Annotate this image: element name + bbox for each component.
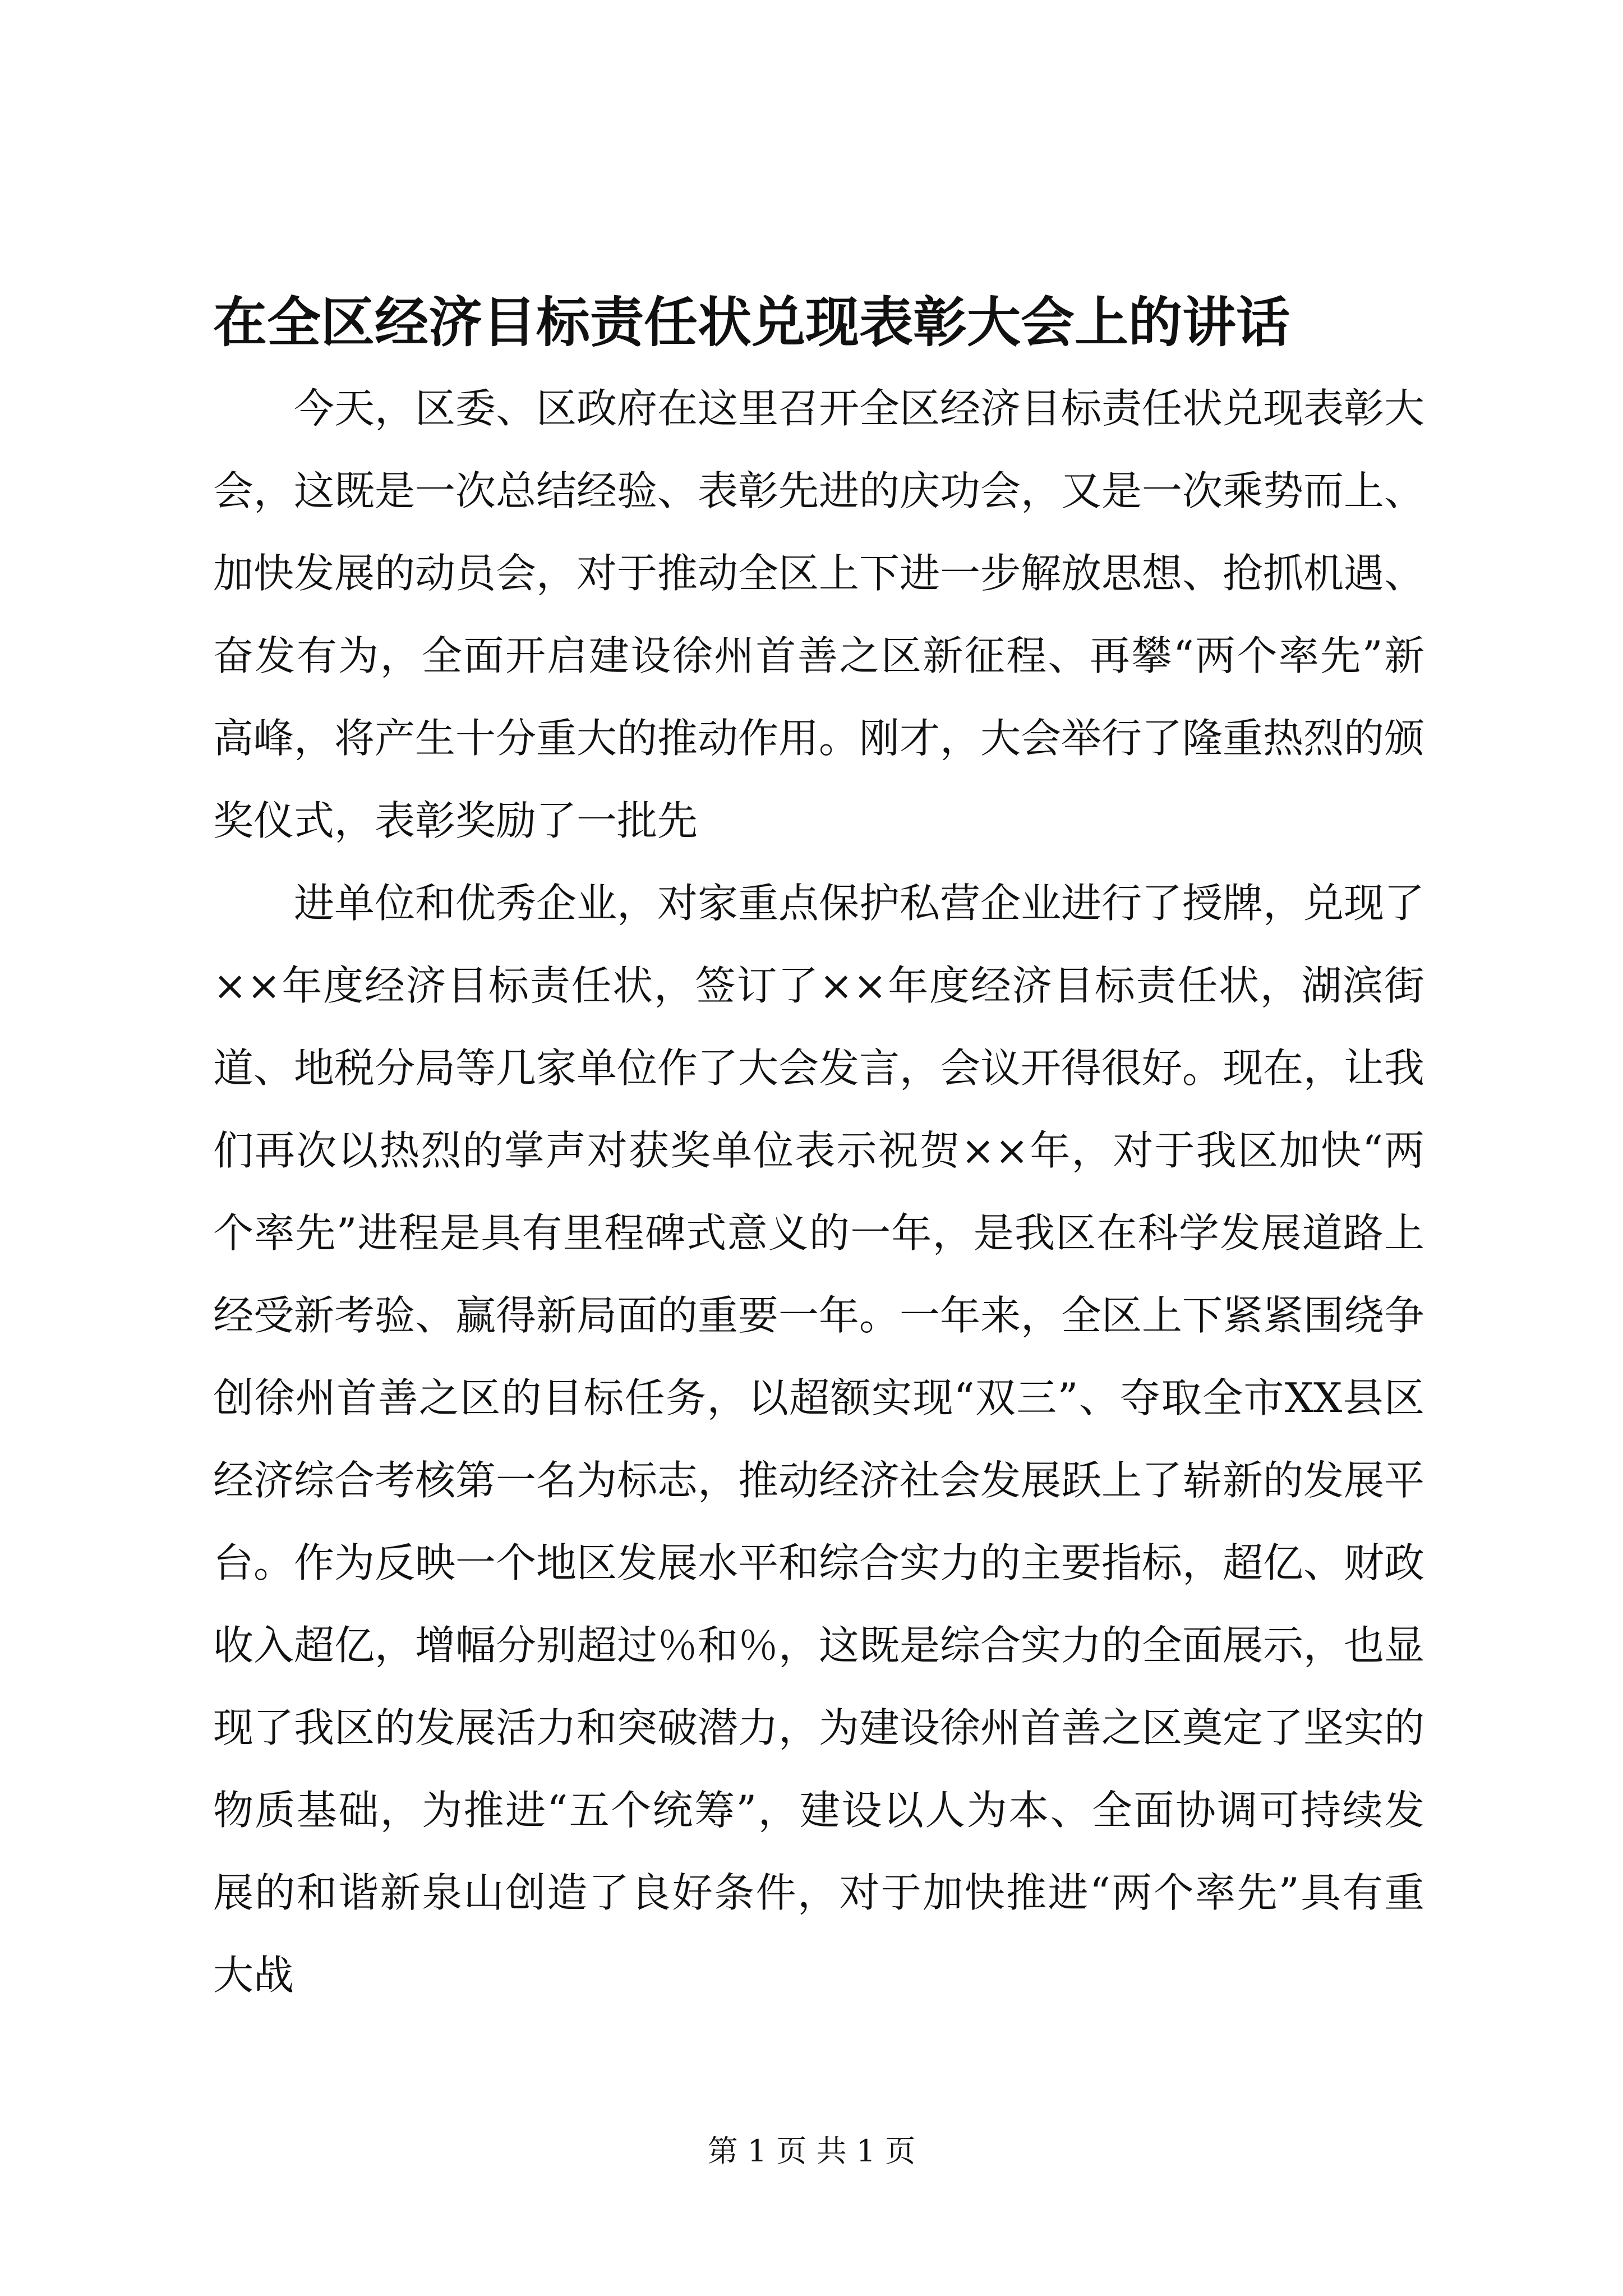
page-footer: 第 1 页 共 1 页 <box>707 2133 916 2169</box>
paragraph-1: 今天，区委、区政府在这里召开全区经济目标责任状兑现表彰大会，这既是一次总结经验、表彰先进的庆功会，又是一次乘势而上、加快发展的动员会，对于推动全区上下进一步解放思想、抢抓机遇、奋发有为，全面开启建设徐州首善之区新征程、再攀“两个率先”新高峰，将产生十分重大的推动作用。刚才，大会举行了隆重热烈的颁奖仪式，表彰奖励了一批先 <box>213 385 1425 844</box>
document-title: 在全区经济目标责任状兑现表彰大会上的讲话 <box>213 291 1290 354</box>
paragraph-2: 进单位和优秀企业，对家重点保护私营企业进行了授牌，兑现了××年度经济目标责任状，签订了××年度经济目标责任状，湖滨街道、地税分局等几家单位作了大会发言，会议开得很好。现在，让我们再次以热烈的掌声对获奖单位表示祝贺××年，对于我区加快“两个率先”进程是具有里程碑式意义的一年，是我区在科学发展道路上经受新考验、赢得新局面的重要一年。一年来，全区上下紧紧围绕争创徐州首善之区的目标任务，以超额实现“双三”、夺取全市XX县区经济综合考核第一名为标志，推动经济社会发展跃上了崭新的发展平台。作为反映一个地区发展水平和综合实力的主要指标，超亿、财政收入超亿，增幅分别超过％和％，这既是综合实力的全面展示，也显现了我区的发展活力和突破潜力，为建设徐州首善之区奠定了坚实的物质基础，为推进“五个统筹”，建设以人为本、全面协调可持续发展的和谐新泉山创造了良好条件，对于加快推进“两个率先”具有重大战 <box>213 880 1425 1999</box>
document-body <box>213 367 1424 2017</box>
